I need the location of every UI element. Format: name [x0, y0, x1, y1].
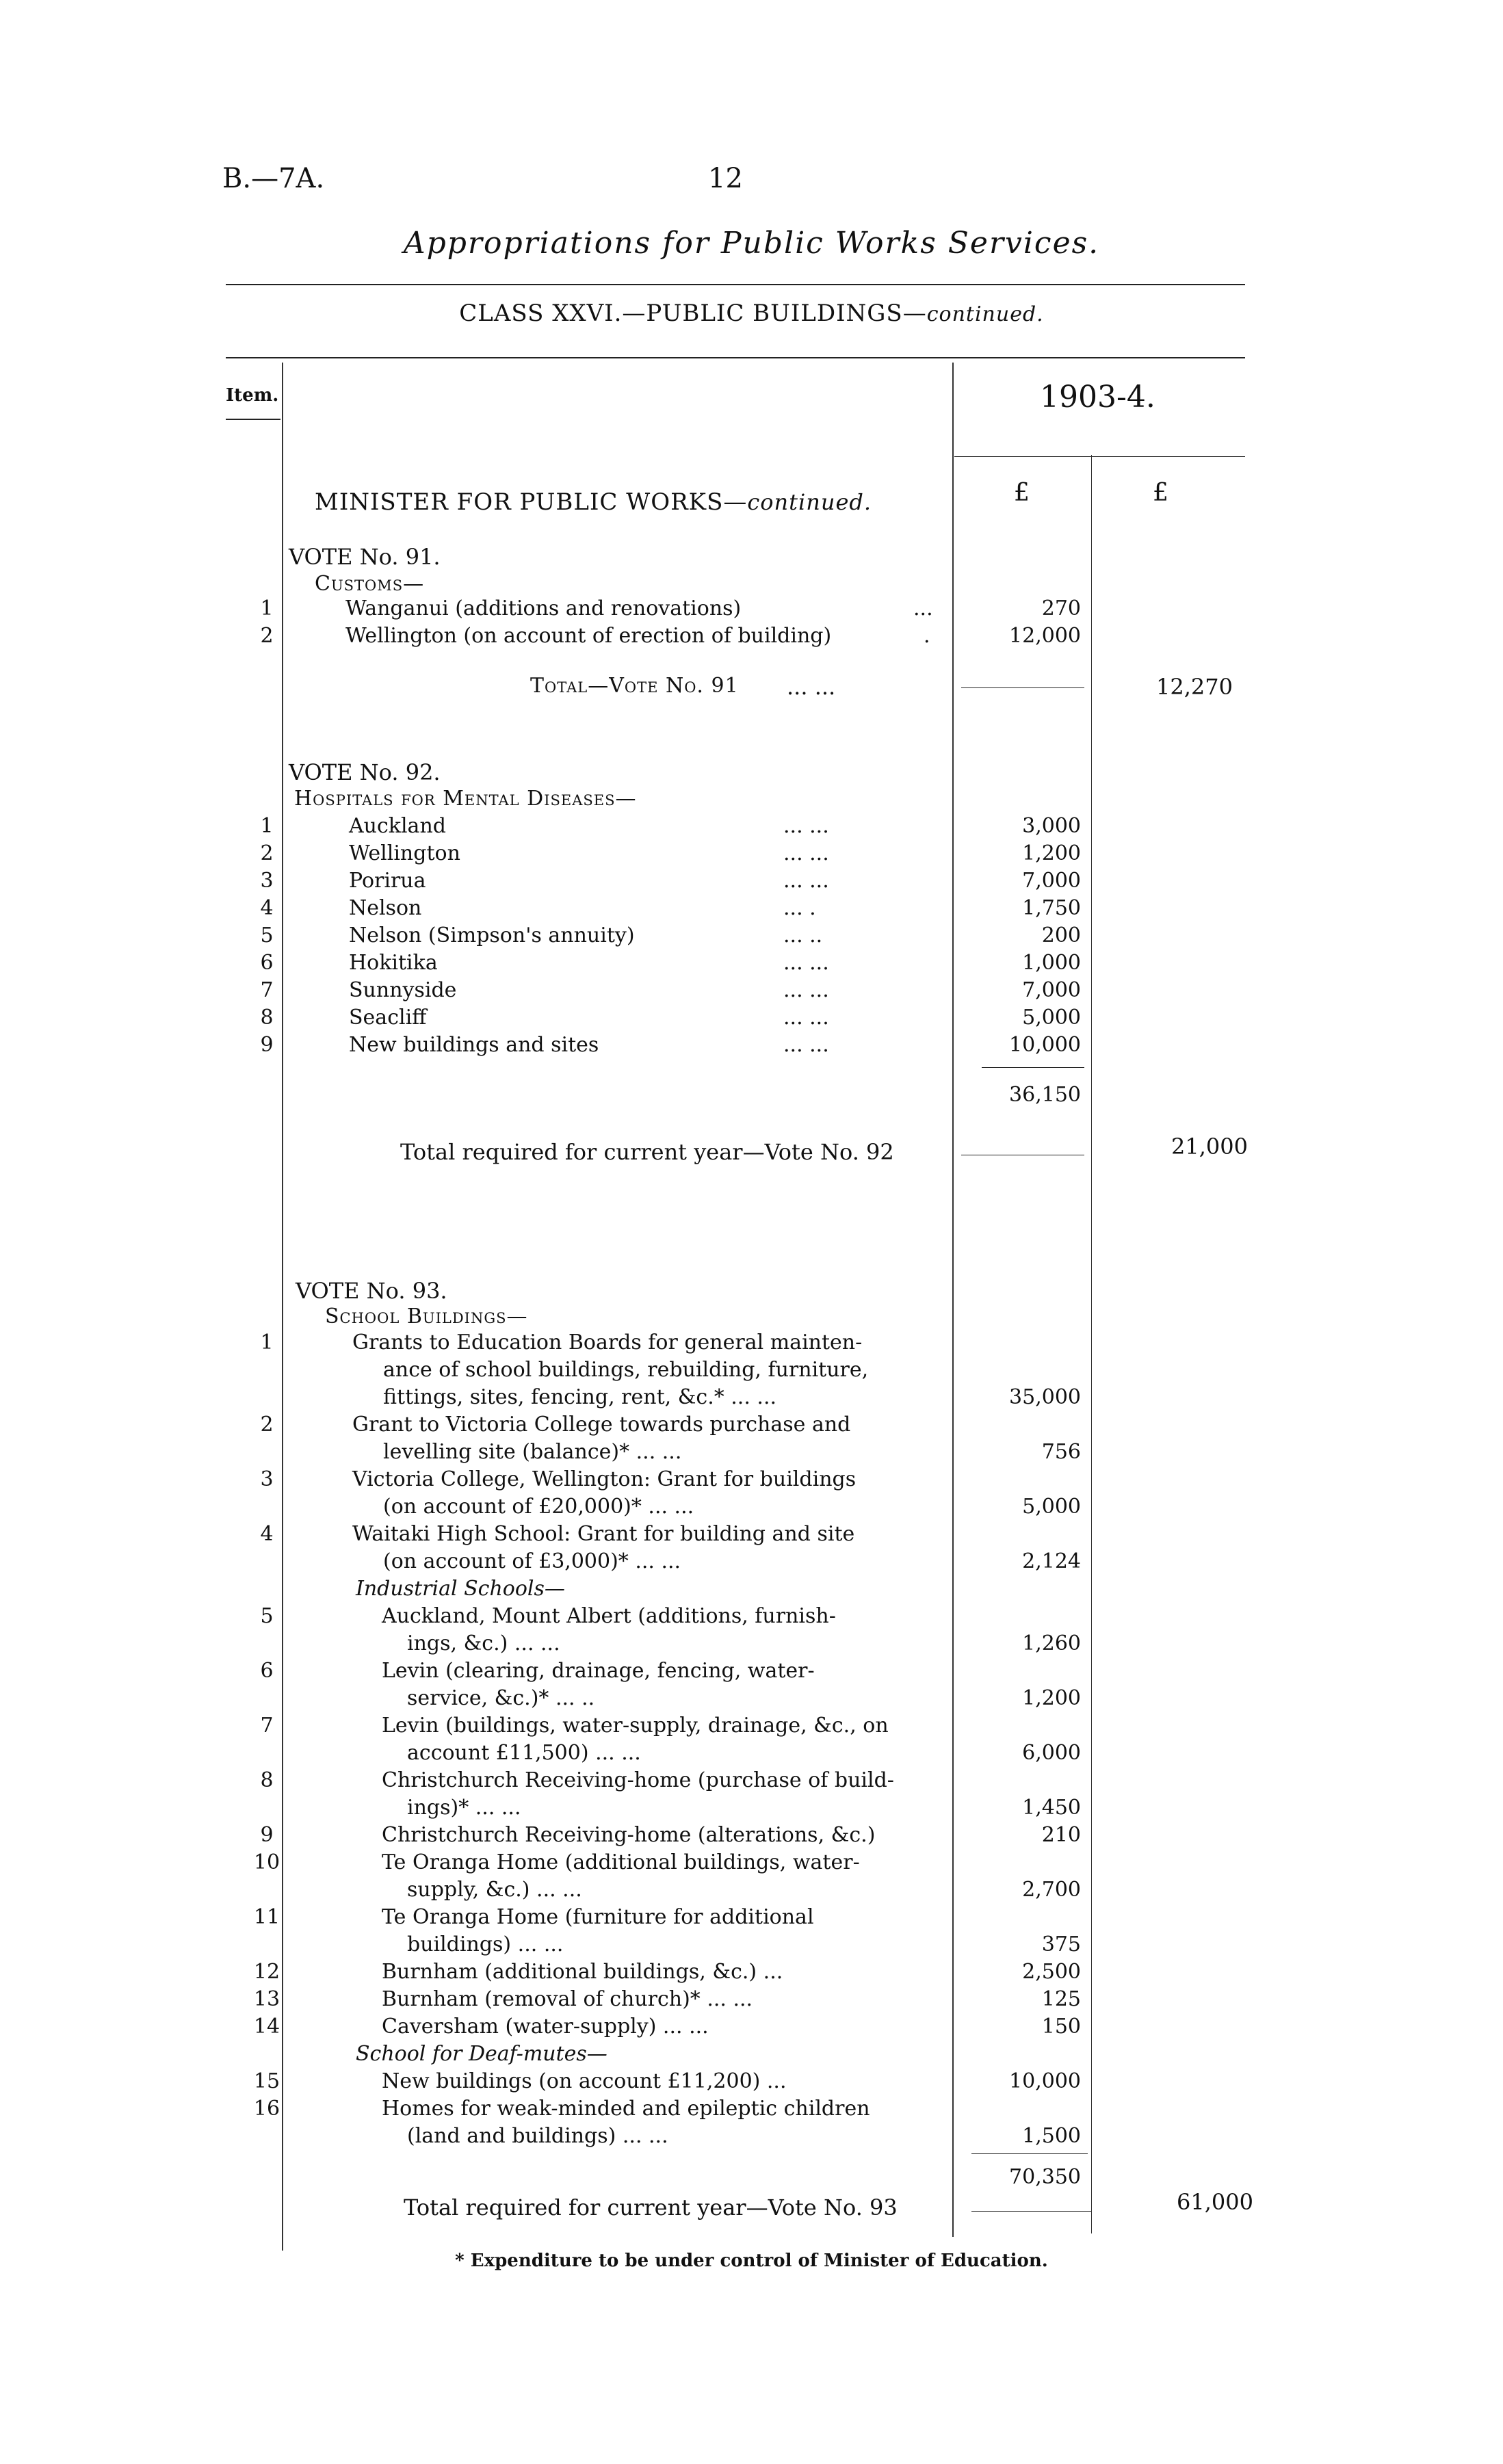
vote-93-item-1-cont [0, 1385, 1503, 1413]
item-description: Nelson (Simpson's annuity) [349, 923, 635, 947]
item-amount: 150 [1041, 2015, 1081, 2039]
vote-93-category: School Buildings— [325, 1305, 528, 1328]
vote-93-item-5 [0, 1604, 1503, 1631]
item-description-line: Homes for weak-minded and epileptic children [382, 2097, 870, 2121]
leader-dots: ... ... [783, 814, 829, 838]
total-label: Total required for current year—Vote No. 92 [400, 1139, 894, 1165]
item-description-line: fittings, sites, fencing, rent, &c.* ... ... [383, 1385, 777, 1409]
item-amount: 756 [1041, 1440, 1081, 1464]
vote-91-heading: VOTE No. 91. [289, 544, 441, 570]
vote-93-item-14 [0, 2015, 1503, 2042]
item-description-line: Christchurch Receiving-home (alterations, &c.) [382, 1823, 876, 1847]
vote-92-heading: VOTE No. 92. [289, 759, 441, 785]
item-description-line: Te Oranga Home (additional buildings, water- [382, 1850, 860, 1874]
item-number: 14 [253, 2015, 280, 2039]
item-amount: 10,000 [1009, 2069, 1081, 2093]
leader-dots: ... ... [783, 1033, 829, 1057]
vote-93-item-8-cont [0, 1796, 1503, 1823]
item-description: Wellington [349, 841, 460, 865]
item-description-line: (on account of £3,000)* ... ... [383, 1549, 681, 1573]
item-number: 8 [260, 1768, 274, 1792]
year-header-rule [954, 456, 1245, 457]
vote-92-item-2 [0, 841, 1503, 869]
document-reference: B.—7A. [222, 163, 325, 194]
vote-92-total-row [0, 1133, 1503, 1166]
item-amount: 210 [1041, 1823, 1081, 1847]
item-number: 4 [260, 1522, 274, 1546]
vote-92-item-3 [0, 869, 1503, 896]
item-amount: 2,124 [1022, 1549, 1081, 1573]
item-number: 1 [260, 1331, 274, 1354]
leader-dots: . [924, 624, 930, 648]
vote-93-item-16-cont [0, 2124, 1503, 2151]
page-title: Appropriations for Public Works Services. [403, 226, 1100, 261]
ministry-heading: MINISTER FOR PUBLIC WORKS—continued. [315, 488, 872, 516]
vote-93-item-2-cont [0, 1440, 1503, 1467]
vote-92-category: Hospitals for Mental Diseases— [294, 787, 637, 811]
vote-93-heading: VOTE No. 93. [296, 1278, 447, 1304]
item-number: 2 [260, 624, 274, 648]
rule-under-title [226, 284, 1245, 285]
page-number: 12 [708, 163, 743, 194]
item-description-line: Burnham (additional buildings, &c.) ... [382, 1960, 783, 1984]
item-amount: 7,000 [1022, 978, 1081, 1002]
leader-dots: ... . [783, 896, 816, 920]
item-amount: 375 [1041, 1932, 1081, 1956]
vote-93-item-6-cont [0, 1686, 1503, 1714]
deaf-mutes-subheading [0, 2042, 1503, 2069]
vote-93-item-4 [0, 1522, 1503, 1549]
item-number: 1 [260, 814, 274, 838]
item-amount: 1,200 [1022, 1686, 1081, 1710]
item-number: 3 [260, 1467, 274, 1491]
item-number: 7 [260, 1714, 274, 1738]
item-number: 16 [253, 2097, 280, 2121]
item-amount: 1,260 [1022, 1631, 1081, 1655]
vote-92-subtotal: 36,150 [1009, 1083, 1081, 1107]
vote-92-item-4 [0, 896, 1503, 923]
vote-91-category: Customs— [315, 572, 425, 596]
item-description-line: supply, &c.) ... ... [407, 1878, 582, 1902]
item-description-line: (on account of £20,000)* ... ... [383, 1495, 694, 1519]
item-number: 1 [260, 597, 274, 620]
leader-dots: ... ... [783, 869, 829, 893]
vote-total-amount: 12,270 [1156, 674, 1233, 700]
vote-93-item-7 [0, 1714, 1503, 1741]
vote-93-item-10-cont [0, 1878, 1503, 1905]
item-number: 9 [260, 1033, 274, 1057]
item-amount: 10,000 [1009, 1033, 1081, 1057]
item-amount: 125 [1041, 1987, 1081, 2011]
item-number: 10 [253, 1850, 280, 1874]
item-amount: 1,750 [1022, 896, 1081, 920]
vote-93-item-11-cont [0, 1932, 1503, 1960]
item-number: 13 [253, 1987, 280, 2011]
vote-93-item-6 [0, 1659, 1503, 1686]
vote-93-item-15 [0, 2069, 1503, 2097]
total-label: Total—Vote No. 91 [530, 674, 739, 698]
vote-93-item-7-cont [0, 1741, 1503, 1768]
leader-dots: ... .. [783, 923, 823, 947]
item-description: Seacliff [349, 1006, 427, 1030]
subheading-text: School for Deaf-mutes— [356, 2042, 607, 2066]
vote-93-item-4-cont [0, 1549, 1503, 1577]
total-label: Total required for current year—Vote No. 93 [404, 2194, 898, 2220]
subtotal-rule [982, 1067, 1084, 1068]
item-description-line: Grant to Victoria College towards purchase and [352, 1413, 851, 1437]
vote-93-item-12 [0, 1960, 1503, 1987]
item-description-line: levelling site (balance)* ... ... [383, 1440, 682, 1464]
item-number: 9 [260, 1823, 274, 1847]
item-description-line: Burnham (removal of church)* ... ... [382, 1987, 753, 2011]
vote-93-total-row [0, 2189, 1503, 2222]
year-column-header: 1903-4. [1040, 380, 1155, 415]
vote-93-item-3 [0, 1467, 1503, 1495]
item-description-line: ings, &c.) ... ... [407, 1631, 560, 1655]
item-description-line: Waitaki High School: Grant for building and site [352, 1522, 855, 1546]
vote-91-item-1 [0, 597, 1503, 624]
item-amount: 6,000 [1022, 1741, 1081, 1765]
item-description-line: Levin (buildings, water-supply, drainage, &c., on [382, 1714, 889, 1738]
item-number: 15 [253, 2069, 280, 2093]
item-number: 5 [260, 923, 274, 947]
vote-total-amount: 21,000 [1171, 1133, 1248, 1159]
leader-dots: ... ... [783, 1006, 829, 1030]
item-description-line: Grants to Education Boards for general mainten- [352, 1331, 863, 1354]
item-amount: 1,000 [1022, 951, 1081, 975]
leader-dots: ... ... [783, 951, 829, 975]
item-description-line: service, &c.)* ... .. [407, 1686, 595, 1710]
item-number: 5 [260, 1604, 274, 1628]
item-description-line: account £11,500) ... ... [407, 1741, 641, 1765]
item-amount: 35,000 [1009, 1385, 1081, 1409]
item-number: 2 [260, 1413, 274, 1437]
vote-93-item-11 [0, 1905, 1503, 1932]
item-amount: 5,000 [1022, 1495, 1081, 1519]
item-amount: 1,450 [1022, 1796, 1081, 1820]
class-heading: CLASS XXVI.—PUBLIC BUILDINGS—continued. [459, 300, 1044, 327]
vote-93-item-3-cont [0, 1495, 1503, 1522]
item-description-line: New buildings (on account £11,200) ... [382, 2069, 787, 2093]
vote-92-item-5 [0, 923, 1503, 951]
item-amount: 200 [1041, 923, 1081, 947]
item-description-line: Levin (clearing, drainage, fencing, water- [382, 1659, 815, 1683]
item-number: 12 [253, 1960, 280, 1984]
item-amount: 2,700 [1022, 1878, 1081, 1902]
item-column-header: Item. [226, 385, 279, 406]
item-number: 7 [260, 978, 274, 1002]
vote-93-item-10 [0, 1850, 1503, 1878]
footnote: * Expenditure to be under control of Minister of Education. [455, 2251, 1048, 2271]
industrial-schools-subheading [0, 1577, 1503, 1604]
vote-93-item-16 [0, 2097, 1503, 2124]
pound-symbol-col1: £ [1014, 479, 1030, 507]
vote-93-subtotal: 70,350 [1009, 2165, 1081, 2189]
item-amount: 270 [1041, 597, 1081, 620]
vote-93-item-2 [0, 1413, 1503, 1440]
vote-91-item-2 [0, 624, 1503, 651]
item-amount: 1,500 [1022, 2124, 1081, 2148]
total-rule [961, 687, 1084, 688]
item-amount: 2,500 [1022, 1960, 1081, 1984]
vote-92-item-8 [0, 1006, 1503, 1033]
item-number: 3 [260, 869, 274, 893]
item-description: Porirua [349, 869, 426, 893]
item-number: 6 [260, 1659, 274, 1683]
total-rule [971, 2211, 1091, 2212]
leader-dots: ... ... [787, 674, 836, 700]
item-description: Auckland [349, 814, 446, 838]
leader-dots: ... ... [783, 978, 829, 1002]
item-description-line: ings)* ... ... [407, 1796, 521, 1820]
vote-93-item-1-cont [0, 1358, 1503, 1385]
vote-92-item-9 [0, 1033, 1503, 1060]
vote-92-item-6 [0, 951, 1503, 978]
item-number: 11 [253, 1905, 280, 1929]
subheading-text: Industrial Schools— [356, 1577, 565, 1601]
item-description-line: buildings) ... ... [407, 1932, 564, 1956]
item-number: 6 [260, 951, 274, 975]
item-description-line: Christchurch Receiving-home (purchase of build- [382, 1768, 894, 1792]
item-description-line: Victoria College, Wellington: Grant for buildings [352, 1467, 857, 1491]
vote-93-item-8 [0, 1768, 1503, 1796]
vote-93-item-1 [0, 1331, 1503, 1358]
item-description: Sunnyside [349, 978, 457, 1002]
vote-total-amount: 61,000 [1177, 2189, 1253, 2215]
item-amount: 1,200 [1022, 841, 1081, 865]
vote-93-item-13 [0, 1987, 1503, 2015]
item-description-line: (land and buildings) ... ... [407, 2124, 668, 2148]
item-amount: 12,000 [1009, 624, 1081, 648]
leader-dots: ... [913, 597, 933, 620]
item-number: 2 [260, 841, 274, 865]
item-amount: 3,000 [1022, 814, 1081, 838]
rule-under-class [226, 357, 1245, 358]
item-number: 8 [260, 1006, 274, 1030]
pound-symbol-col2: £ [1153, 479, 1168, 507]
item-description-line: ance of school buildings, rebuilding, furniture, [383, 1358, 869, 1382]
item-description: New buildings and sites [349, 1033, 599, 1057]
vote-93-item-9 [0, 1823, 1503, 1850]
leader-dots: ... ... [783, 841, 829, 865]
subtotal-rule [971, 2153, 1088, 2154]
item-description-line: Auckland, Mount Albert (additions, furnish- [382, 1604, 836, 1628]
item-description-line: Te Oranga Home (furniture for additional [382, 1905, 814, 1929]
item-description: Hokitika [349, 951, 438, 975]
item-description: Wanganui (additions and renovations) [345, 597, 742, 620]
item-amount: 7,000 [1022, 869, 1081, 893]
item-description: Nelson [349, 896, 422, 920]
item-description: Wellington (on account of erection of building) [345, 624, 832, 648]
item-description-line: Caversham (water-supply) ... ... [382, 2015, 709, 2039]
item-amount: 5,000 [1022, 1006, 1081, 1030]
vote-93-item-5-cont [0, 1631, 1503, 1659]
vote-92-item-7 [0, 978, 1503, 1006]
vote-91-total-row [0, 674, 1503, 701]
item-number: 4 [260, 896, 274, 920]
vote-92-item-1 [0, 814, 1503, 841]
item-header-rule [226, 419, 280, 420]
